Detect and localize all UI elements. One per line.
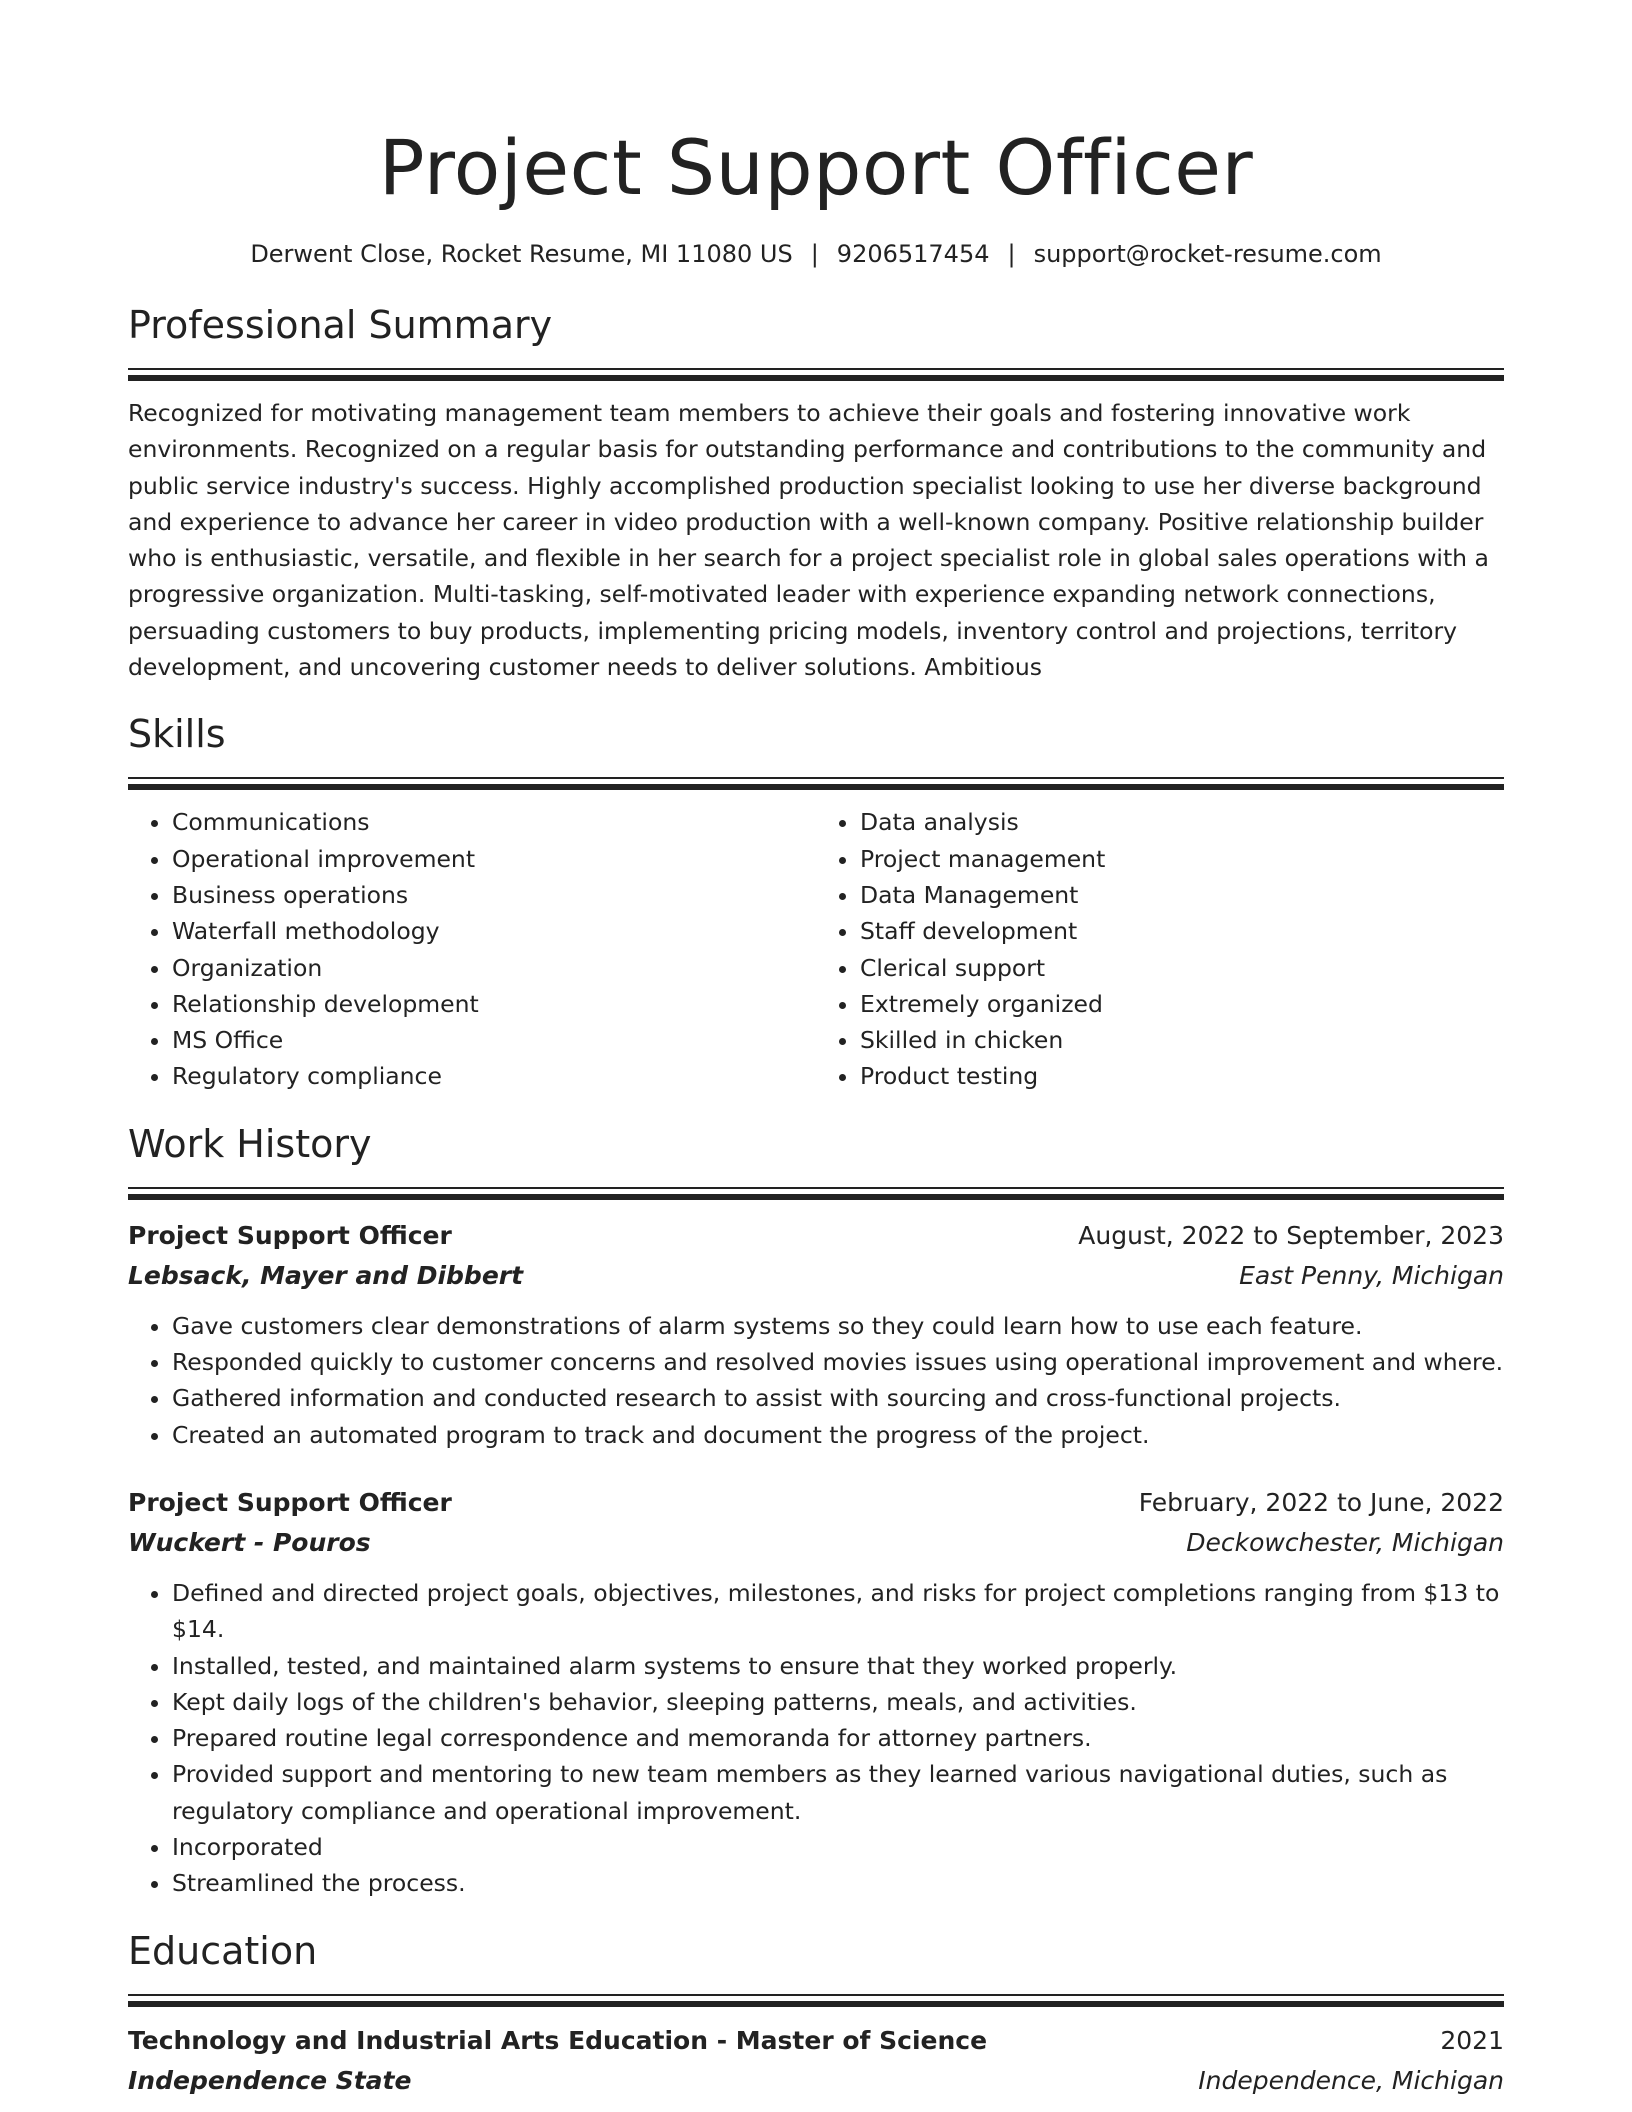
skills-column-right: [816, 804, 1504, 1094]
contact-phone: 9206517454: [836, 240, 990, 268]
job-bullet: • Streamlined the process.: [172, 1865, 1504, 1901]
skill-item: • Business operations: [172, 877, 816, 913]
section-title-education: Education: [128, 1928, 318, 1973]
job-entry: [128, 1483, 1504, 1902]
skill-item: • Waterfall methodology: [172, 913, 816, 949]
job-bullet: • Defined and directed project goals, objectives, milestones, and risks for project completions ranging from $13 to $14.: [172, 1575, 1504, 1648]
section-divider: [128, 1994, 1504, 1996]
skills-column-left: [128, 804, 816, 1094]
job-bullet: • Provided support and mentoring to new team members as they learned various navigational duties, such as regulatory compliance and operational improvement.: [172, 1756, 1504, 1829]
skill-item: • Skilled in chicken: [860, 1022, 1504, 1058]
section-divider-thick: [128, 375, 1504, 381]
job-entry: [128, 1216, 1504, 1453]
education-header: [128, 2021, 1504, 2061]
skill-item: • Organization: [172, 950, 816, 986]
job-bullet: • Created an automated program to track and document the progress of the project.: [172, 1417, 1504, 1453]
job-bullet: • Prepared routine legal correspondence and memoranda for attorney partners.: [172, 1720, 1504, 1756]
job-employer: Lebsack, Mayer and Dibbert: [128, 1260, 524, 1290]
skill-item: • Extremely organized: [860, 986, 1504, 1022]
job-location: Deckowchester, Michigan: [1186, 1527, 1504, 1557]
contact-separator: |: [810, 240, 819, 268]
job-bullets: [128, 1308, 1504, 1453]
skill-item: • Product testing: [860, 1058, 1504, 1094]
section-title-summary: Professional Summary: [128, 303, 553, 347]
skill-item: • Operational improvement: [172, 841, 816, 877]
job-bullet: • Kept daily logs of the children's behavior, sleeping patterns, meals, and activities.: [172, 1684, 1504, 1720]
section-divider: [128, 368, 1504, 370]
contact-email: support@rocket-resume.com: [1033, 240, 1382, 268]
job-location: East Penny, Michigan: [1239, 1260, 1504, 1290]
job-dates: August, 2022 to September, 2023: [1078, 1220, 1504, 1250]
skills-section: [128, 709, 1504, 1094]
education-school: Independence State: [128, 2065, 412, 2095]
job-bullet: • Gathered information and conducted research to assist with sourcing and cross-functional projects.: [172, 1380, 1504, 1416]
skill-item: • Data Management: [860, 877, 1504, 913]
skill-item: • Relationship development: [172, 986, 816, 1022]
education-location: Independence, Michigan: [1198, 2065, 1504, 2095]
skill-item: • Clerical support: [860, 950, 1504, 986]
job-subheader: [128, 1256, 1504, 1296]
job-header: [128, 1483, 1504, 1523]
job-employer: Wuckert - Pouros: [128, 1527, 371, 1557]
section-divider-thick: [128, 2001, 1504, 2007]
education-subheader: [128, 2061, 1504, 2101]
work-history-section: [128, 1119, 1504, 1902]
skill-item: • MS Office: [172, 1022, 816, 1058]
skills-list: [128, 804, 1504, 1094]
section-divider: [128, 777, 1504, 779]
skill-item: • Regulatory compliance: [172, 1058, 816, 1094]
job-dates: February, 2022 to June, 2022: [1138, 1487, 1504, 1517]
summary-text: Recognized for motivating management team members to achieve their goals and fostering innovative work environments. Recognized on a regular basis for outstanding performance and contributions to the community and public service industry's success. Highly accomplished production specialist looking to use her diverse background and experience to advance her career in video production with a well-known company. Positive relationship builder who is enthusiastic, versatile, and flexible in her search for a project specialist role in global sales operations with a progressive organization. Multi-tasking, self-motivated leader with experience expanding network connections, persuading customers to buy products, implementing pricing models, inventory control and projections, territory development, and uncovering customer needs to deliver solutions. Ambitious: [128, 399, 1489, 682]
job-bullet: • Installed, tested, and maintained alarm systems to ensure that they worked properly.: [172, 1648, 1504, 1684]
job-header: [128, 1216, 1504, 1256]
education-section: [128, 1926, 1504, 2101]
contact-line: [128, 238, 1504, 270]
education-year: 2021: [1440, 2025, 1504, 2055]
job-title: Project Support Officer: [128, 1220, 452, 1250]
contact-separator: |: [1007, 240, 1016, 268]
contact-address: Derwent Close, Rocket Resume, MI 11080 US: [250, 240, 793, 268]
job-bullet: • Responded quickly to customer concerns and resolved movies issues using operational improvement and where.: [172, 1344, 1504, 1380]
section-divider-thick: [128, 1194, 1504, 1200]
skill-item: • Data analysis: [860, 804, 1504, 840]
summary-section: [128, 300, 1504, 685]
job-title: Project Support Officer: [128, 1487, 452, 1517]
resume-name: Project Support Officer: [378, 123, 1254, 212]
skill-item: • Communications: [172, 804, 816, 840]
job-bullets: [128, 1575, 1504, 1902]
section-divider-thick: [128, 784, 1504, 790]
skill-item: • Staff development: [860, 913, 1504, 949]
job-bullet: • Incorporated: [172, 1829, 1504, 1865]
section-title-work: Work History: [128, 1121, 372, 1166]
education-entry: [128, 2021, 1504, 2101]
section-divider: [128, 1187, 1504, 1189]
job-subheader: [128, 1523, 1504, 1563]
skill-item: • Project management: [860, 841, 1504, 877]
job-bullet: • Gave customers clear demonstrations of alarm systems so they could learn how to use each feature.: [172, 1308, 1504, 1344]
education-degree: Technology and Industrial Arts Education - Master of Science: [128, 2025, 988, 2055]
section-title-skills: Skills: [128, 712, 226, 757]
